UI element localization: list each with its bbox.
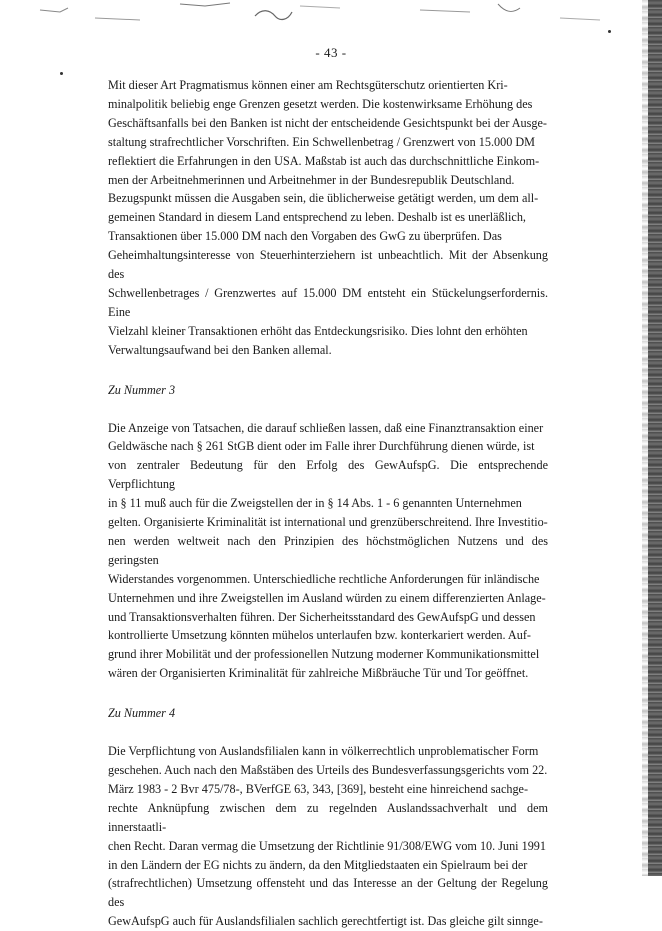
text-line: gemeinen Standard in diesem Land entsprechend zu leben. Deshalb ist es unerläßlich, (108, 210, 526, 225)
text-line: und Transaktionsverhalten führen. Der Sicherheitsstandard des GewAufspG und dessen (108, 609, 536, 624)
document-body (108, 76, 548, 931)
text-line: gelten. Organisierte Kriminalität ist international und grenzüberschreitend. Ihre Investitio- (108, 515, 548, 530)
text-line: minalpolitik beliebig enge Grenzen gesetzt werden. Die kostenwirksame Erhöhung des (108, 96, 533, 111)
text-line: von zentraler Bedeutung für den Erfolg des GewAufspG. Die entsprechende Verpflichtung (108, 458, 548, 492)
text-line: nen werden weltweit nach den Prinzipien des höchstmöglichen Nutzens und des geringsten (108, 533, 548, 567)
text-line: kontrollierte Umsetzung könnten mühelos unterlaufen bzw. konterkariert werden. Auf- (108, 628, 531, 643)
text-line: Geschäftsanfalls bei den Banken ist nicht der entscheidende Gesichtspunkt bei der Ausge- (108, 115, 547, 130)
text-line: Widerstandes vorgenommen. Unterschiedliche rechtliche Anforderungen für inländische (108, 571, 540, 586)
text-line: men der Arbeitnehmerinnen und Arbeitnehmer in der Bundesrepublik Deutschland. (108, 172, 515, 187)
text-line: Die Anzeige von Tatsachen, die darauf schließen lassen, daß eine Finanztransaktion einer (108, 420, 544, 435)
text-line: grund ihrer Mobilität und der professionellen Nutzung moderner Kommunikationsmittel (108, 647, 540, 662)
paragraph-intro (108, 76, 548, 360)
section-heading-nummer-4: Zu Nummer 4 (108, 706, 176, 721)
paragraph-nummer-4 (108, 742, 548, 931)
scan-marks-svg (0, 0, 662, 26)
text-line: geschehen. Auch nach den Maßstäben des Urteils des Bundesverfassungsgerichts vom 22. (108, 763, 548, 777)
text-line: wären der Organisierten Kriminalität für zahlreiche Mißbräuche Tür und Tor geöffnet. (108, 666, 529, 681)
text-line: Verwaltungsaufwand bei den Banken allemal. (108, 342, 332, 357)
text-line: Schwellenbetrages / Grenzwertes auf 15.000 DM entsteht ein Stückelungserfordernis. Eine (108, 285, 548, 319)
section-heading-nummer-3: Zu Nummer 3 (108, 382, 176, 397)
text-line: Vielzahl kleiner Transaktionen erhöht das Entdeckungsrisiko. Dies lohnt den erhöhten (108, 323, 528, 338)
text-line: in den Ländern der EG nichts zu ändern, da den Mitgliedstaaten ein Spielraum bei der (108, 857, 528, 872)
text-line: Bezugspunkt müssen die Ausgaben sein, die üblicherweise getätigt werden, um dem all- (108, 191, 539, 206)
text-line: Unternehmen und ihre Zweigstellen im Ausland würden zu einem differenzierten Anlage- (108, 590, 546, 605)
scan-speck (60, 72, 63, 75)
text-line: in § 11 muß auch für die Zweigstellen der in § 14 Abs. 1 - 6 genannten Unternehmen (108, 496, 522, 511)
text-line: staltung strafrechtlicher Vorschriften. Ein Schwellenbetrag / Grenzwert von 15.000 DM (108, 134, 536, 149)
paragraph-nummer-3 (108, 419, 548, 684)
text-line: Geldwäsche nach § 261 StGB dient oder im Falle ihrer Durchführung dienen würde, ist (108, 439, 535, 454)
text-line: Geheimhaltungsinteresse von Steuerhinterziehern ist unbeachtlich. Mit der Absenkung des (108, 248, 548, 282)
text-line: Transaktionen über 15.000 DM nach den Vorgaben des GwG zu überprüfen. Das (108, 229, 502, 244)
scan-speck (608, 30, 611, 33)
text-line: chen Recht. Daran vermag die Umsetzung der Richtlinie 91/308/EWG vom 10. Juni 1991 (108, 838, 546, 853)
scan-edge-border (648, 0, 662, 876)
text-line: GewAufspG auch für Auslandsfilialen sachlich gerechtfertigt ist. Das gleiche gilt sinnge- (108, 914, 543, 929)
scan-artifact-top (0, 0, 662, 26)
text-line: (strafrechtlichen) Umsetzung offensteht und das Interesse an der Geltung der Regelung des (108, 876, 548, 910)
text-line: März 1983 - 2 Bvr 475/78-, BVerfGE 63, 343, [369], besteht eine hinreichend sachge- (108, 781, 529, 796)
text-line: reflektiert die Erfahrungen in den USA. Maßstab ist auch das durchschnittliche Einkom- (108, 153, 540, 168)
text-line: Die Verpflichtung von Auslandsfilialen kann in völkerrechtlich unproblematischer Form (108, 744, 539, 759)
text-line: Mit dieser Art Pragmatismus können einer am Rechtsgüterschutz orientierten Kri- (108, 78, 508, 92)
text-line: rechte Anknüpfung zwischen dem zu regelnden Auslandssachverhalt und dem innerstaatli- (108, 800, 548, 834)
page-number: - 43 - (315, 45, 347, 60)
